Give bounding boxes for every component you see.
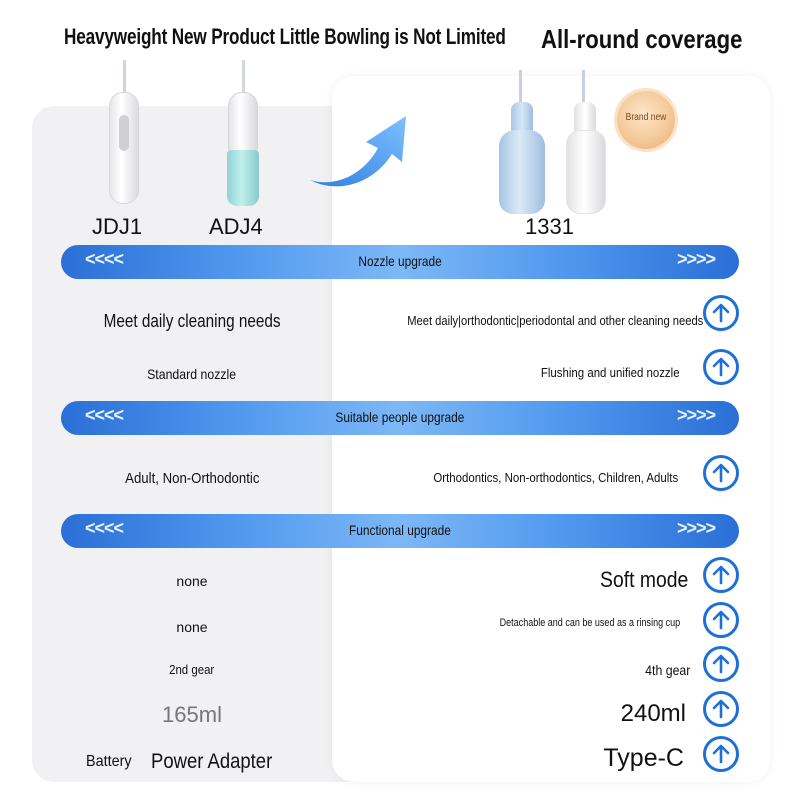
chevrons-right: >>>> — [676, 518, 715, 538]
brand-new-badge — [617, 91, 675, 149]
new-value-nozzle: Flushing and unified nozzle — [541, 365, 680, 380]
old-value-power-prefix: Battery — [86, 753, 132, 770]
old-value-capacity: 165ml — [162, 702, 222, 727]
chevrons-left: <<<< — [85, 249, 124, 269]
new-value-people: Orthodontics, Non-orthodontics, Children, Adults — [433, 470, 678, 485]
upgrade-up-arrow-icon — [703, 691, 739, 727]
section-title-functional: Functional upgrade — [349, 522, 451, 538]
product-1331-white-image — [566, 70, 606, 216]
old-value-adult: Adult, Non-Orthodontic — [124, 470, 260, 487]
section-title-people: Suitable people upgrade — [335, 409, 465, 425]
section-bar-people-upgrade — [61, 401, 739, 435]
model-label-jdj1: JDJ1 — [92, 214, 143, 239]
brand-new-badge-label: Brand new — [625, 112, 667, 123]
chevrons-right: >>>> — [676, 405, 715, 425]
new-value-detachable: Detachable and can be used as a rinsing cup — [499, 617, 680, 629]
upgrade-up-arrow-icon — [703, 736, 739, 772]
old-value-power: Power Adapter — [151, 750, 273, 773]
upgrade-up-arrow-icon — [703, 349, 739, 385]
upgrade-up-arrow-icon — [703, 646, 739, 682]
new-value-gears: 4th gear — [644, 662, 690, 678]
new-value-soft-mode: Soft mode — [599, 567, 688, 592]
section-bar-nozzle-upgrade — [61, 245, 739, 279]
product-adj4-image — [222, 60, 264, 210]
old-value-detachable: none — [176, 619, 208, 635]
upgrade-up-arrow-icon — [703, 455, 739, 491]
section-bar-functional-upgrade — [61, 514, 739, 548]
old-value-soft-mode: none — [176, 573, 208, 589]
product-jdj1-image — [104, 60, 144, 210]
header-right-title: All-round coverage — [541, 24, 743, 54]
upgrade-up-arrow-icon — [703, 295, 739, 331]
product-1331-blue-image — [497, 70, 547, 216]
new-value-daily-cleaning: Meet daily|orthodontic|periodontal and other cleaning needs — [406, 313, 703, 328]
chevrons-right: >>>> — [676, 249, 715, 269]
upgrade-up-arrow-icon — [703, 602, 739, 638]
new-value-power: Type-C — [603, 744, 684, 772]
model-label-1331: 1331 — [525, 214, 574, 239]
new-value-capacity: 240ml — [620, 700, 686, 727]
old-value-gears: 2nd gear — [169, 662, 215, 677]
upgrade-arrow-icon — [306, 110, 412, 194]
chevrons-left: <<<< — [85, 518, 124, 538]
model-label-adj4: ADJ4 — [209, 214, 263, 239]
old-value-standard-nozzle: Standard nozzle — [147, 366, 237, 382]
header-left-title: Heavyweight New Product Little Bowling is Not Limited — [64, 24, 506, 49]
section-title-nozzle: Nozzle upgrade — [358, 253, 442, 269]
upgrade-up-arrow-icon — [703, 557, 739, 593]
old-value-daily-cleaning: Meet daily cleaning needs — [103, 311, 281, 331]
chevrons-left: <<<< — [85, 405, 124, 425]
